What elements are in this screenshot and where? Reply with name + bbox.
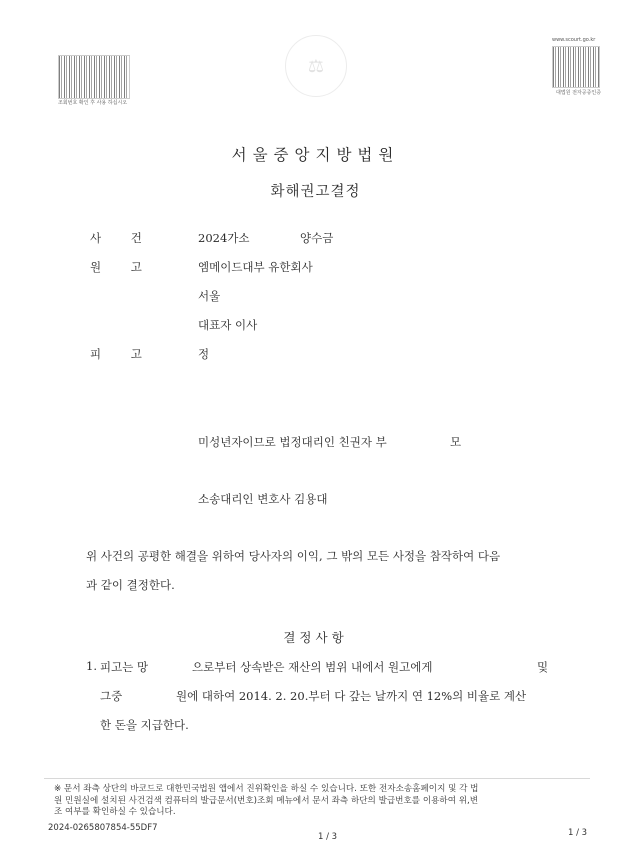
document-title: 화해권고결정 [270, 184, 361, 200]
notice-divider [44, 778, 590, 779]
notice-line1: ※ 문서 좌측 상단의 바코드로 대한민국법원 앱에서 진위확인을 하실 수 있습니다. 또한 전자소송홈페이지 및 각 법 [54, 784, 479, 794]
barcode-right-caption: 대법원 전자공증인증 [556, 90, 602, 96]
court-name: 서울중앙지방법원 [231, 146, 400, 164]
item1-line2b: 원에 대하여 2014. 2. 20.부터 다 갚는 날까지 연 12%의 비율로 계산 [176, 689, 527, 703]
plaintiff-representative: 대표자 이사 [198, 318, 258, 332]
court-seal-watermark: ⚖ [285, 35, 347, 97]
attorney: 소송대리인 변호사 김용대 [198, 492, 328, 506]
plaintiff-name: 엠메이드대부 유한회사 [198, 260, 313, 274]
item1-line1a: 피고는 망 [100, 660, 149, 674]
plaintiff-address: 서울 [198, 289, 221, 303]
page-number-right: 1 / 3 [568, 828, 588, 838]
barcode-left [58, 55, 130, 99]
notice-line3: 조 여부를 확인하실 수 있습니다. [54, 807, 176, 817]
case-label: 사 건 [90, 231, 142, 245]
issue-number: 2024-0265807854-55DF7 [48, 823, 158, 833]
barcode-left-caption: 조회번호 확인 후 사용 하십시오 [58, 100, 128, 106]
plaintiff-label: 원 고 [90, 260, 142, 274]
item1-line1b: 으로부터 상속받은 재산의 범위 내에서 원고에게 [192, 660, 433, 674]
barcode-right [552, 46, 600, 88]
notice-line2: 원 민원실에 설치된 사건검색 컴퓨터의 발급문서(번호)조회 메뉴에서 문서 좌측 하단의 발급번호를 이용하여 위,변 [54, 795, 479, 806]
decision-title: 결정사항 [283, 630, 348, 645]
guardian-mother: 모 [450, 435, 462, 449]
defendant-label: 피 고 [90, 347, 142, 361]
page-number-center: 1 / 3 [318, 832, 338, 842]
preamble-line2: 과 같이 결정한다. [86, 578, 175, 592]
defendant-name: 정 [198, 347, 210, 361]
case-type: 양수금 [300, 231, 334, 245]
item1-line3: 한 돈을 지급한다. [100, 718, 189, 732]
item1-line1c: 및 [537, 660, 549, 674]
preamble-line1: 위 사건의 공평한 해결을 위하여 당사자의 이익, 그 밖의 모든 사정을 참작하여 다음 [86, 549, 501, 563]
item1-line2a: 그중 [100, 689, 123, 703]
guardian-text: 미성년자이므로 법정대리인 친권자 부 [198, 435, 387, 449]
item1-number: 1. [86, 659, 97, 673]
case-number: 2024가소 [198, 231, 250, 245]
barcode-right-url: www.scourt.go.kr [552, 37, 596, 43]
authenticity-notice [54, 784, 588, 819]
